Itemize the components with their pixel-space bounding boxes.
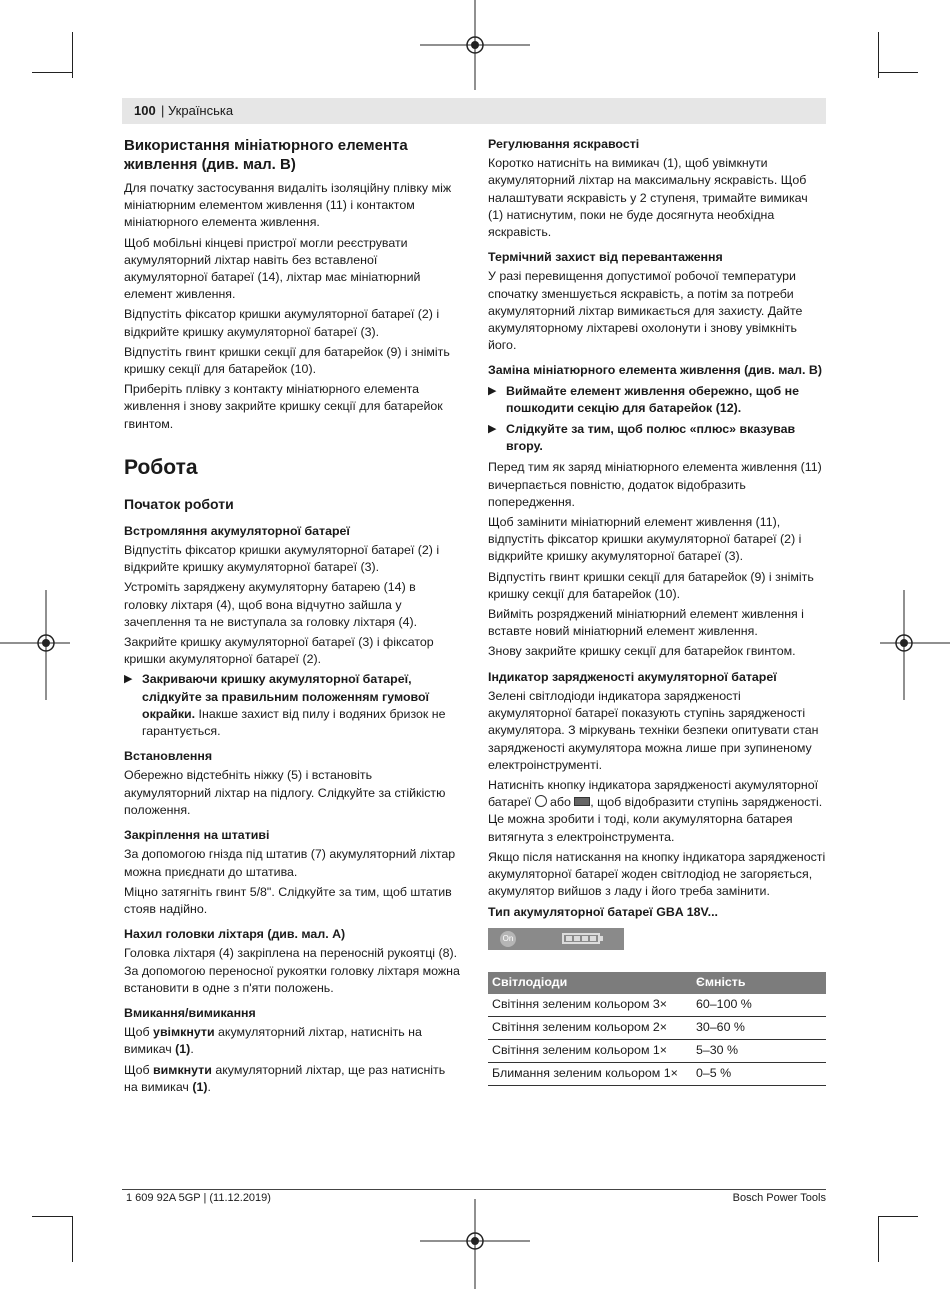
table-row: Блимання зеленим кольором 1× 0–5 % xyxy=(488,1062,826,1085)
bullet-bold-text: Слідкуйте за тим, щоб полюс «плюс» вказував вгору. xyxy=(506,422,796,454)
chapter-title: Робота xyxy=(124,455,198,479)
subsection-title: Тип акумуляторної батареї GBA 18V... xyxy=(488,905,718,920)
footer-brand: Bosch Power Tools xyxy=(732,1192,826,1204)
paragraph: Для початку застосування видаліть ізоляційну плівку між мініатюрним елементом живлення (11) і контактом мініатюрного елемента живлення. xyxy=(124,181,452,230)
battery-level-icon xyxy=(562,933,600,944)
crop-mark xyxy=(878,72,918,73)
table-row: Світіння зеленим кольором 3× 60–100 % xyxy=(488,994,826,1017)
paragraph: Зелені світлодіоди індикатора зарядженості акумуляторної батареї показують ступінь зарядженості акумулятора. З міркувань техніки безпеки опитувати стан зарядженості акумулятора можна лише при зупиненому електроінструменті. xyxy=(488,688,819,772)
subsection-title: Індикатор зарядженості акумуляторної батареї xyxy=(488,669,777,684)
paragraph: Відпустіть гвинт кришки секції для батарейок (9) і зніміть кришку секції для батарейок (10). xyxy=(124,344,450,377)
paragraph: Відпустіть фіксатор кришки акумуляторної батареї (2) і відкрийте кришку акумуляторної батареї (3). xyxy=(124,307,440,339)
subsection-title: Встановлення xyxy=(124,749,213,764)
subsection-title: Вмикання/вимикання xyxy=(124,1005,256,1020)
crop-mark xyxy=(32,1216,72,1217)
paragraph: Якщо після натискання на кнопку індикатора зарядженості акумуляторної батареї жоден світлодіод не загоряється, акумулятор вийшов з ладу і його треба замінити. xyxy=(488,849,826,899)
paragraph: Устроміть заряджену акумуляторну батарею (14) в головку ліхтаря (4), щоб вона відчутно зайшла у зачеплення та не виступала за головку ліхтаря (4). xyxy=(124,580,418,629)
battery-gauge-illustration xyxy=(488,928,624,950)
subsection-title: Термічний захист від перевантаження xyxy=(488,250,723,265)
table-header-capacity: Ємність xyxy=(692,972,826,994)
right-column xyxy=(488,136,826,1086)
table-row: Світіння зеленим кольором 2× 30–60 % xyxy=(488,1016,826,1039)
arrow-bullet-icon: ▶ xyxy=(488,384,497,397)
warning-bullet xyxy=(488,421,826,455)
power-button-icon xyxy=(535,795,547,807)
warning-bullet xyxy=(124,671,460,740)
section-title: Використання мініатюрного елемента живлення (див. мал. B) xyxy=(124,137,408,173)
paragraph: За допомогою гнізда під штатив (7) акумуляторний ліхтар можна приєднати до штатива. xyxy=(124,847,456,879)
paragraph: Обережно відстебніть ніжку (5) і встановіть акумуляторний ліхтар на підлогу. Слідкуйте за стійкістю положення. xyxy=(124,768,446,817)
footer-doc-id: 1 609 92A 5GP | (11.12.2019) xyxy=(126,1192,271,1204)
paragraph: Вийміть розряджений мініатюрний елемент живлення і вставте новий мініатюрний елемент живлення. xyxy=(488,607,804,639)
paragraph: Коротко натисніть на вимикач (1), щоб увімкнути акумуляторний ліхтар на максимальну яскравість. Щоб налаштувати яскравість у 2 ступеня, тримайте вимикач (1) натиснутим, поки не буде досягнута необхідна яскравість. xyxy=(488,156,808,240)
crop-mark xyxy=(32,72,72,73)
crop-mark xyxy=(72,1216,73,1262)
arrow-bullet-icon: ▶ xyxy=(124,673,133,686)
paragraph: Щоб увімкнути акумуляторний ліхтар, натисніть на вимикач (1). xyxy=(124,1025,422,1057)
subsection-title: Встромляння акумуляторної батареї xyxy=(124,523,350,538)
left-column xyxy=(124,136,460,1099)
paragraph: Закрийте кришку акумуляторної батареї (3) і фіксатор кришки акумуляторної батареї (2). xyxy=(124,635,434,667)
table-row: Світіння зеленим кольором 1× 5–30 % xyxy=(488,1039,826,1062)
paragraph: Головка ліхтаря (4) закріплена на переносній рукоятці (8). За допомогою переносної рукоятки головку ліхтаря можна встановити в одне з п'яти положень. xyxy=(124,946,460,995)
paragraph: Відпустіть гвинт кришки секції для батарейок (9) і зніміть кришку секції для батарейок (10). xyxy=(488,569,814,601)
registration-mark-left xyxy=(0,590,70,700)
footer-rule xyxy=(122,1189,826,1190)
paragraph: Знову закрийте кришку секції для батарейок гвинтом. xyxy=(488,644,796,659)
subsection-title: Регулювання яскравості xyxy=(488,137,640,151)
paragraph: Натисніть кнопку індикатора зарядженості акумуляторної батареї або , щоб відобразити ступінь зарядженості. Це можна зробити і тоді, коли акумуляторна батарея витягнута з електроінструмента. xyxy=(488,777,823,844)
subsection-title: Закріплення на штативі xyxy=(124,828,270,843)
table-header-leds: Світлодіоди xyxy=(488,972,692,994)
paragraph: Міцно затягніть гвинт 5/8". Слідкуйте за тим, щоб штатив стояв надійно. xyxy=(124,884,452,916)
registration-mark-top xyxy=(420,0,530,90)
subsection-title: Заміна мініатюрного елемента живлення (див. мал. B) xyxy=(488,363,822,378)
warning-bullet xyxy=(488,383,826,417)
paragraph: Приберіть плівку з контакту мініатюрного елемента живлення і знову закрийте кришку секції для батарейок гвинтом. xyxy=(124,382,443,431)
paragraph: Щоб вимкнути акумуляторний ліхтар, ще раз натисніть на вимикач (1). xyxy=(124,1062,446,1094)
header-language: Українська xyxy=(168,103,234,118)
paragraph: Перед тим як заряд мініатюрного елемента живлення (11) вичерпається повністю, додаток відобразить попередження. xyxy=(488,460,822,509)
bullet-bold-text: Виймайте елемент живлення обережно, щоб не пошкодити секцію для батарейок (12). xyxy=(506,383,800,415)
bullet-bold-text: Закриваючи кришку акумуляторної батареї, слідкуйте за правильним положенням гумової окрайки. xyxy=(142,672,430,721)
battery-button-icon xyxy=(574,797,590,806)
paragraph: Щоб замінити мініатюрний елемент живлення (11), відпустіть фіксатор кришки акумуляторної батареї (2) і відкрийте кришку акумуляторної батареї (3). xyxy=(488,515,802,564)
section-title: Початок роботи xyxy=(124,495,234,512)
charge-level-table xyxy=(488,972,826,1086)
header-separator: | xyxy=(161,103,165,118)
crop-mark xyxy=(878,1216,918,1217)
page-number: 100 xyxy=(134,103,156,118)
paragraph: Відпустіть фіксатор кришки акумуляторної батареї (2) і відкрийте кришку акумуляторної батареї (3). xyxy=(124,543,440,575)
crop-mark xyxy=(72,32,73,78)
paragraph: Щоб мобільні кінцеві пристрої могли реєструвати акумуляторний ліхтар навіть без вставленої акумуляторної батареї (14), ліхтар має мініатюрний елемент живлення. xyxy=(124,235,421,302)
page-header xyxy=(122,98,826,124)
bullet-text: Інакше захист від пилу і водяних бризок не гарантується. xyxy=(142,706,446,739)
arrow-bullet-icon: ▶ xyxy=(488,423,497,436)
on-button-icon: On xyxy=(500,931,516,947)
crop-mark xyxy=(878,1216,879,1262)
registration-mark-right xyxy=(880,590,950,700)
subsection-title: Нахил головки ліхтаря (див. мал. A) xyxy=(124,927,346,942)
registration-mark-bottom xyxy=(420,1199,530,1289)
paragraph: У разі перевищення допустимої робочої температури спочатку зменшується яскравість, а потім за потреби акумуляторний ліхтар вимикається для захисту. Дайте акумуляторному ліхтареві охолонути і знову увімкніть його. xyxy=(488,269,803,353)
